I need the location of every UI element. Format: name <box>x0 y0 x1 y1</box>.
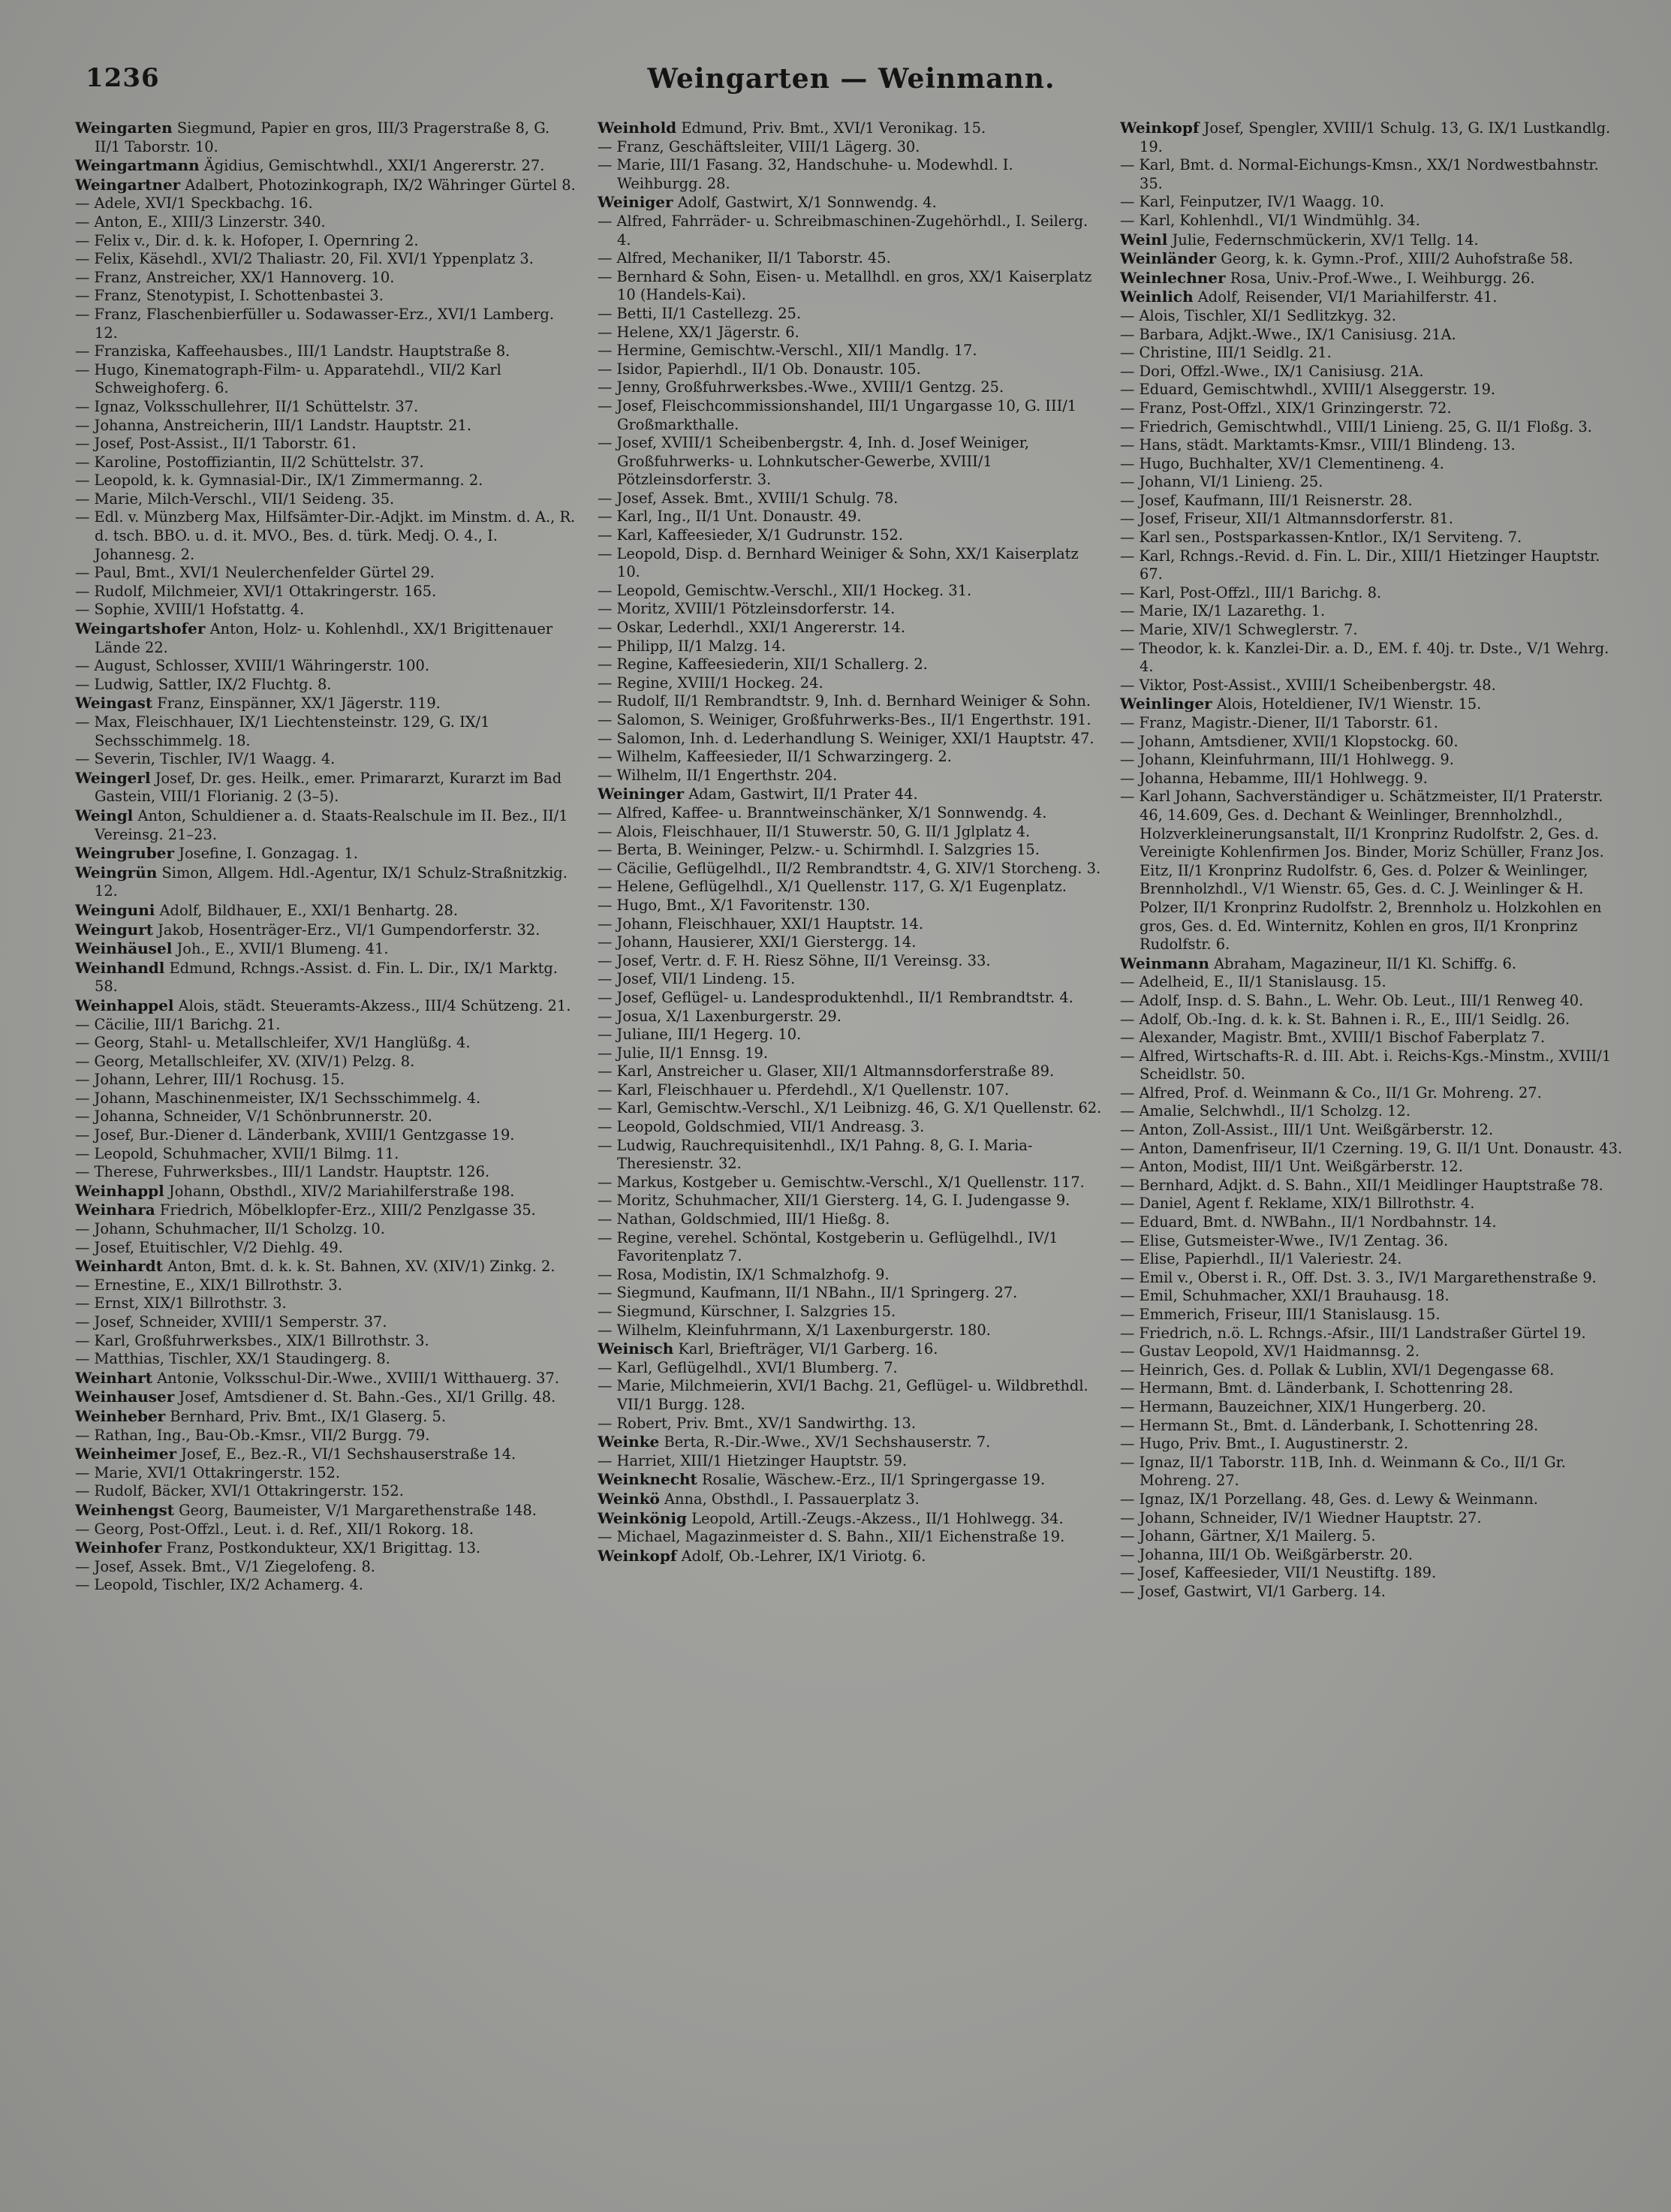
directory-entry: Weinlich Adolf, Reisender, VI/1 Mariahilferstr. 41. <box>1120 288 1498 306</box>
directory-entry: — Karl, Großfuhrwerksbes., XIX/1 Billrothstr. 3. <box>75 1331 429 1349</box>
directory-entry: — Betti, II/1 Castellezg. 25. <box>598 304 802 322</box>
directory-entry: — Hugo, Buchhalter, XV/1 Clementineng. 4. <box>1120 454 1444 472</box>
directory-entry: Weinlinger Alois, Hoteldiener, IV/1 Wienstr. 15. <box>1120 695 1482 713</box>
directory-entry: — Theodor, k. k. Kanzlei-Dir. a. D., EM. f. 40j. tr. Dste., V/1 Wehrg. 4. <box>1120 639 1609 676</box>
directory-entry: — Josef, Assek. Bmt., XVIII/1 Schulg. 78. <box>598 489 899 507</box>
directory-entry: — Bernhard, Adjkt. d. S. Bahn., XII/1 Meidlinger Hauptstraße 78. <box>1120 1176 1603 1194</box>
directory-entry: — Regine, XVIII/1 Hockeg. 24. <box>598 674 823 692</box>
directory-entry: — Josef, Gastwirt, VI/1 Garberg. 14. <box>1120 1582 1386 1600</box>
directory-entry: — Eduard, Gemischtwhdl., XVIII/1 Alseggerstr. 19. <box>1120 381 1496 399</box>
directory-entry: — Karl, Feinputzer, IV/1 Waagg. 10. <box>1120 193 1384 211</box>
directory-entry: — Adelheid, E., II/1 Stanislausg. 15. <box>1120 973 1386 991</box>
directory-entry: — Dori, Offzl.-Wwe., IX/1 Canisiusg. 21A. <box>1120 362 1424 380</box>
directory-entry: — Wilhelm, II/1 Engerthstr. 204. <box>598 766 838 784</box>
directory-entry: — Josef, Post-Assist., II/1 Taborstr. 61. <box>75 435 357 453</box>
directory-entry: — Johanna, Schneider, V/1 Schönbrunnerstr. 20. <box>75 1108 432 1126</box>
directory-entry: — Karoline, Postoffiziantin, II/2 Schüttelstr. 37. <box>75 453 424 471</box>
directory-entry: — Regine, verehel. Schöntal, Kostgeberin u. Geflügelhdl., IV/1 Favoritenplatz 7. <box>598 1228 1058 1265</box>
directory-entry: — Emmerich, Friseur, III/1 Stanislausg. 15. <box>1120 1306 1441 1323</box>
directory-entry: — Franz, Post-Offzl., XIX/1 Grinzingerstr. 72. <box>1120 399 1452 417</box>
directory-entry: — Karl, Bmt. d. Normal-Eichungs-Kmsn., XX/1 Nordwestbahnstr. 35. <box>1120 156 1599 192</box>
directory-entry: — Moritz, XVIII/1 Pötzleinsdorferstr. 14. <box>598 600 896 618</box>
directory-entry: — Heinrich, Ges. d. Pollak & Lublin, XVI/1 Degengasse 68. <box>1120 1361 1555 1379</box>
directory-entry: — Cäcilie, III/1 Barichg. 21. <box>75 1015 281 1033</box>
directory-entry: Weingartshofer Anton, Holz- u. Kohlenhdl., XX/1 Brigittenauer Lände 22. <box>75 619 553 656</box>
directory-entry: — Hermann St., Bmt. d. Länderbank, I. Schottenring 28. <box>1120 1416 1539 1434</box>
directory-entry: — Georg, Stahl- u. Metallschleifer, XV/1 Hanglüßg. 4. <box>75 1034 471 1052</box>
directory-entry: — Karl, Anstreicher u. Glaser, XII/1 Altmannsdorferstraße 89. <box>598 1062 1055 1080</box>
directory-entry: — Josef, Kaufmann, III/1 Reisnerstr. 28. <box>1120 491 1413 509</box>
directory-entry: — Salomon, Inh. d. Lederhandlung S. Weiniger, XXI/1 Hauptstr. 47. <box>598 729 1094 747</box>
directory-entry: — Elise, Papierhdl., II/1 Valeriestr. 24. <box>1120 1250 1402 1268</box>
directory-entry: — Ernst, XIX/1 Billrothstr. 3. <box>75 1294 287 1312</box>
directory-entry: — Friedrich, n.ö. L. Rchngs.-Afsir., III/1 Landstraßer Gürtel 19. <box>1120 1324 1586 1342</box>
column-left <box>75 119 580 1602</box>
directory-entry: — Johann, Schneider, IV/1 Wiedner Hauptstr. 27. <box>1120 1508 1482 1526</box>
directory-entry: — Josef, XVIII/1 Scheibenbergstr. 4, Inh. d. Josef Weiniger, Großfuhrwerks- u. Lohnkutscher-Gewerbe, XVIII/1 Pötzleinsdorferstr. 3. <box>598 434 1030 489</box>
directory-entry: Weinkopf Adolf, Ob.-Lehrer, IX/1 Viriotg. 6. <box>598 1546 926 1565</box>
directory-entry: — Hermine, Gemischtw.-Verschl., XII/1 Mandlg. 17. <box>598 342 977 360</box>
directory-entry: — Salomon, S. Weiniger, Großfuhrwerks-Bes., II/1 Engerthstr. 191. <box>598 711 1091 728</box>
directory-entry: — Ignaz, Volksschullehrer, II/1 Schüttelstr. 37. <box>75 397 419 415</box>
directory-entry: — Anton, Modist, III/1 Unt. Weißgärberstr. 12. <box>1120 1158 1463 1176</box>
directory-entry: — Alfred, Wirtschafts-R. d. III. Abt. i. Reichs-Kgs.-Minstm., XVIII/1 Scheidlstr. 50. <box>1120 1047 1612 1083</box>
directory-entry: — Bernhard & Sohn, Eisen- u. Metallhdl. en gros, XX/1 Kaiserplatz 10 (Handels-Kai). <box>598 267 1092 304</box>
directory-entry: — Hugo, Kinematograph-Film- u. Apparatehdl., VII/2 Karl Schweighoferg. 6. <box>75 360 501 397</box>
directory-entry: — Alfred, Prof. d. Weinmann & Co., II/1 Gr. Mohreng. 27. <box>1120 1083 1542 1101</box>
directory-entry: — Johann, VI/1 Linieng. 25. <box>1120 473 1323 491</box>
directory-entry: — Marie, XVI/1 Ottakringerstr. 152. <box>75 1463 341 1481</box>
directory-entry: Weinheimer Josef, E., Bez.-R., VI/1 Sechshauserstraße 14. <box>75 1445 516 1463</box>
directory-entry: — Paul, Bmt., XVI/1 Neulerchenfelder Gürtel 29. <box>75 564 435 582</box>
directory-entry: — Emil v., Oberst i. R., Off. Dst. 3. 3., IV/1 Margarethenstraße 9. <box>1120 1268 1597 1286</box>
directory-entry: — Marie, XIV/1 Schweglerstr. 7. <box>1120 621 1358 639</box>
directory-entry: — Karl, Ing., II/1 Unt. Donaustr. 49. <box>598 508 862 526</box>
directory-entry: — Max, Fleischhauer, IX/1 Liechtensteinstr. 129, G. IX/1 Sechsschimmelg. 18. <box>75 713 490 749</box>
directory-entry: — Amalie, Selchwhdl., II/1 Scholzg. 12. <box>1120 1102 1411 1120</box>
directory-entry: Weinguni Adolf, Bildhauer, E., XXI/1 Benhartg. 28. <box>75 900 459 919</box>
directory-entry: — Franziska, Kaffeehausbes., III/1 Landstr. Hauptstraße 8. <box>75 342 510 360</box>
directory-entry: Weinhofer Franz, Postkondukteur, XX/1 Brigittag. 13. <box>75 1538 481 1557</box>
directory-entry: — Johann, Lehrer, III/1 Rochusg. 15. <box>75 1071 345 1089</box>
directory-entry: — Josef, Vertr. d. F. H. Riesz Söhne, II/1 Vereinsg. 33. <box>598 951 991 969</box>
directory-entry: — Johanna, III/1 Ob. Weißgärberstr. 20. <box>1120 1545 1413 1563</box>
directory-entry: — Barbara, Adjkt.-Wwe., IX/1 Canisiusg. 21A. <box>1120 325 1456 343</box>
directory-entry: — Leopold, Goldschmied, VII/1 Andreasg. 3. <box>598 1118 925 1136</box>
directory-entry: — Helene, Geflügelhdl., X/1 Quellenstr. 117, G. X/1 Eugenplatz. <box>598 878 1067 896</box>
directory-entry: — Karl, Kohlenhdl., VI/1 Windmühlg. 34. <box>1120 211 1420 229</box>
directory-entry: — Daniel, Agent f. Reklame, XIX/1 Billrothstr. 4. <box>1120 1195 1475 1213</box>
directory-entry: Weinhappel Alois, städt. Steueramts-Akzess., III/4 Schützeng. 21. <box>75 996 571 1014</box>
directory-entry: — Johann, Fleischhauer, XXI/1 Hauptstr. 14. <box>598 915 923 933</box>
directory-entry: — Wilhelm, Kleinfuhrmann, X/1 Laxenburgerstr. 180. <box>598 1321 991 1339</box>
directory-entry: — Siegmund, Kaufmann, II/1 NBahn., II/1 Springerg. 27. <box>598 1284 1018 1302</box>
directory-entry: — Marie, III/1 Fasang. 32, Handschuhe- u. Modewhdl. I. Weihburgg. 28. <box>598 156 1013 192</box>
directory-entry: — Elise, Gutsmeister-Wwe., IV/1 Zentag. 36. <box>1120 1231 1449 1249</box>
directory-entry: — Isidor, Papierhdl., II/1 Ob. Donaustr. 105. <box>598 360 921 378</box>
directory-entry: — Johanna, Anstreicherin, III/1 Landstr. Hauptstr. 21. <box>75 416 471 434</box>
directory-entry: — Franz, Geschäftsleiter, VIII/1 Lägerg. 30. <box>598 137 920 155</box>
directory-entry: — Rudolf, Bäcker, XVI/1 Ottakringerstr. 152. <box>75 1482 404 1500</box>
directory-entry: Weingartner Adalbert, Photozinkograph, IX/2 Währinger Gürtel 8. <box>75 175 576 194</box>
directory-entry: — Hugo, Priv. Bmt., I. Augustinerstr. 2. <box>1120 1435 1409 1453</box>
directory-entry: — Edl. v. Münzberg Max, Hilfsämter-Dir.-Adjkt. im Minstm. d. A., R. d. tsch. BBO. u. d. it. MVO., Bes. d. türk. Medj. O. 4., I. Johannesg. 2. <box>75 508 576 563</box>
directory-entry: — Berta, B. Weininger, Pelzw.- u. Schirmhdl. I. Salzgries 15. <box>598 841 1040 859</box>
directory-entry: — Severin, Tischler, IV/1 Waagg. 4. <box>75 750 336 768</box>
directory-entry: — Karl, Rchngs.-Revid. d. Fin. L. Dir., XIII/1 Hietzinger Hauptstr. 67. <box>1120 547 1600 583</box>
directory-entry: — Michael, Magazinmeister d. S. Bahn., XII/1 Eichenstraße 19. <box>598 1528 1065 1546</box>
directory-entry: Weingarten Siegmund, Papier en gros, III/3 Pragerstraße 8, G. II/1 Taborstr. 10. <box>75 119 550 155</box>
directory-entry: — Leopold, Disp. d. Bernhard Weiniger & Sohn, XX/1 Kaiserplatz 10. <box>598 544 1079 581</box>
directory-entry: — Rathan, Ing., Bau-Ob.-Kmsr., VII/2 Burgg. 79. <box>75 1426 430 1444</box>
directory-entry: — Johann, Amtsdiener, XVII/1 Klopstockg. 60. <box>1120 732 1459 750</box>
directory-entry: — Franz, Flaschenbierfüller u. Sodawasser-Erz., XVI/1 Lamberg. 12. <box>75 305 554 342</box>
directory-entry: — Adele, XVI/1 Speckbachg. 16. <box>75 194 313 212</box>
directory-entry: Weinke Berta, R.-Dir.-Wwe., XV/1 Sechshauserstr. 7. <box>598 1433 991 1451</box>
directory-entry: Weingast Franz, Einspänner, XX/1 Jägerstr. 119. <box>75 694 441 713</box>
directory-entry: — Alois, Tischler, XI/1 Sedlitzkyg. 32. <box>1120 306 1396 324</box>
directory-entry: — Felix v., Dir. d. k. k. Hofoper, I. Opernring 2. <box>75 231 419 249</box>
directory-entry: — Josef, Bur.-Diener d. Länderbank, XVIII/1 Gentzgasse 19. <box>75 1126 515 1144</box>
directory-entry: Weinisch Karl, Briefträger, VI/1 Garberg. 16. <box>598 1340 938 1358</box>
directory-entry: — Ernestine, E., XIX/1 Billrothstr. 3. <box>75 1276 342 1294</box>
directory-entry: — Jenny, Großfuhrwerksbes.-Wwe., XVIII/1 Gentzg. 25. <box>598 378 1004 396</box>
directory-entry: — Karl, Fleischhauer u. Pferdehdl., X/1 Quellenstr. 107. <box>598 1080 1010 1098</box>
directory-entry: Weinkönig Leopold, Artill.-Zeugs.-Akzess., II/1 Hohlwegg. 34. <box>598 1508 1064 1527</box>
directory-entry: — Karl Johann, Sachverständiger u. Schätzmeister, II/1 Praterstr. 46, 14.609, Ges. d. Dechant & Weinlinger, Brennholzhdl., Holzverkleinerungsanstalt, II/1 Kronprinz Rudolfstr. 2, Ges. d. Vereinigte Kohlenfirmen Jos. Binder, Moriz Schüller, Franz Jos. Eitz, II/1 Kronprinz Rudolfstr. 6, Ges. d. Polzer & Weinlinger, Brennholzhdl., V/1 Wienstr. 65, Ges. d. C. J. Weinlinger & H. Polzer, II/1 Kronprinz Rudolfstr. 2, Brennholz u. Holzkohlen en gros, Ges. d. Ed. Winternitz, Kohlen en gros, II/1 Kronprinz Rudolfstr. 6. <box>1120 788 1604 954</box>
directory-entry: Weingl Anton, Schuldiener a. d. Staats-Realschule im II. Bez., II/1 Vereinsg. 21–23. <box>75 806 568 843</box>
directory-entry: — Hugo, Bmt., X/1 Favoritenstr. 130. <box>598 896 871 914</box>
column-middle <box>598 119 1102 1602</box>
directory-entry: — Marie, Milch-Verschl., VII/1 Seideng. 35. <box>75 490 395 508</box>
directory-entry: — Josef, Assek. Bmt., V/1 Ziegelofeng. 8. <box>75 1557 375 1575</box>
directory-entry: Weinländer Georg, k. k. Gymn.-Prof., XIII/2 Auhofstraße 58. <box>1120 249 1573 268</box>
directory-entry: — Karl, Kaffeesieder, X/1 Gudrunstr. 152. <box>598 526 904 544</box>
directory-entry: — Johann, Kleinfuhrmann, III/1 Hohlwegg. 9. <box>1120 751 1454 769</box>
directory-entry: — Marie, Milchmeierin, XVI/1 Bachg. 21, Geflügel- u. Wildbrethdl. VII/1 Burgg. 128. <box>598 1377 1088 1413</box>
directory-entry: — Ludwig, Rauchrequisitenhdl., IX/1 Pahng. 8, G. I. Maria-Theresienstr. 32. <box>598 1136 1033 1173</box>
directory-entry: — Franz, Stenotypist, I. Schottenbastei 3. <box>75 287 384 305</box>
directory-entry: Weingerl Josef, Dr. ges. Heilk., emer. Primararzt, Kurarzt im Bad Gastein, VIII/1 Florianig. 2 (3–5). <box>75 768 562 806</box>
directory-entry: Weinhappl Johann, Obsthdl., XIV/2 Mariahilferstraße 198. <box>75 1181 515 1200</box>
directory-entry: — Ignaz, II/1 Taborstr. 11B, Inh. d. Weinmann & Co., II/1 Gr. Mohreng. 27. <box>1120 1453 1566 1490</box>
directory-entry: — Alfred, Fahrräder- u. Schreibmaschinen-Zugehörhdl., I. Seilerg. 4. <box>598 212 1088 249</box>
directory-entry: — Hans, städt. Marktamts-Kmsr., VIII/1 Blindeng. 13. <box>1120 436 1516 454</box>
directory-entry: — Cäcilie, Geflügelhdl., II/2 Rembrandtstr. 4, G. XIV/1 Storcheng. 3. <box>598 859 1101 877</box>
directory-entry: — Felix, Käsehdl., XVI/2 Thaliastr. 20, Fil. XVI/1 Yppenplatz 3. <box>75 250 534 268</box>
directory-entry: — Adolf, Ob.-Ing. d. k. k. St. Bahnen i. R., E., III/1 Seidlg. 26. <box>1120 1010 1570 1028</box>
directory-entry: — Emil, Schuhmacher, XXI/1 Brauhausg. 18. <box>1120 1287 1450 1305</box>
directory-entry: — Viktor, Post-Assist., XVIII/1 Scheibenbergstr. 48. <box>1120 676 1496 694</box>
directory-entry: — Alfred, Mechaniker, II/1 Taborstr. 45. <box>598 249 891 267</box>
directory-entry: — Josef, Kaffeesieder, VII/1 Neustiftg. 189. <box>1120 1564 1437 1582</box>
directory-entry: — Georg, Post-Offzl., Leut. i. d. Ref., XII/1 Rokorg. 18. <box>75 1520 474 1538</box>
directory-entry: Weinkopf Josef, Spengler, XVIII/1 Schulg. 13, G. IX/1 Lustkandlg. 19. <box>1120 119 1611 155</box>
directory-entry: — Karl, Geflügelhdl., XVI/1 Blumberg. 7. <box>598 1358 898 1376</box>
directory-entry: — Ignaz, IX/1 Porzellang. 48, Ges. d. Lewy & Weinmann. <box>1120 1490 1538 1508</box>
directory-entry: — Alfred, Kaffee- u. Branntweinschänker, X/1 Sonnwendg. 4. <box>598 803 1047 821</box>
directory-entry: Weingruber Josefine, I. Gonzagag. 1. <box>75 844 358 863</box>
directory-entry: Weinhäusel Joh., E., XVII/1 Blumeng. 41. <box>75 939 389 958</box>
column-right <box>1120 119 1624 1602</box>
directory-entry: — Friedrich, Gemischtwhdl., VIII/1 Linieng. 25, G. II/1 Floßg. 3. <box>1120 417 1592 435</box>
directory-entry: Weinknecht Rosalie, Wäschew.-Erz., II/1 Springergasse 19. <box>598 1470 1046 1489</box>
directory-entry: — Rudolf, Milchmeier, XVI/1 Ottakringerstr. 165. <box>75 582 437 600</box>
directory-entry: — Regine, Kaffeesiederin, XII/1 Schallerg. 2. <box>598 655 928 674</box>
directory-entry: Weinhold Edmund, Priv. Bmt., XVI/1 Veronikag. 15. <box>598 119 986 137</box>
directory-entry: — Josef, Fleischcommissionshandel, III/1 Ungargasse 10, G. III/1 Großmarkthalle. <box>598 396 1077 433</box>
directory-entry: — Helene, XX/1 Jägerstr. 6. <box>598 323 799 341</box>
directory-entry: — Josef, Etuitischler, V/2 Diehlg. 49. <box>75 1238 343 1256</box>
directory-entry: Weininger Adam, Gastwirt, II/1 Prater 44. <box>598 785 918 803</box>
directory-entry: — Gustav Leopold, XV/1 Haidmannsg. 2. <box>1120 1343 1420 1361</box>
directory-entry: — Oskar, Lederhdl., XXI/1 Angererstr. 14. <box>598 619 906 637</box>
directory-entry: — Hermann, Bmt. d. Länderbank, I. Schottenring 28. <box>1120 1379 1513 1397</box>
directory-entry: — Josef, Friseur, XII/1 Altmannsdorferstr. 81. <box>1120 510 1453 528</box>
directory-entry: — Philipp, II/1 Malzg. 14. <box>598 637 786 655</box>
directory-entry: — Christine, III/1 Seidlg. 21. <box>1120 344 1332 362</box>
directory-entry: — Alois, Fleischhauer, II/1 Stuwerstr. 50, G. II/1 Jglplatz 4. <box>598 822 1031 840</box>
directory-entry: — Marie, IX/1 Lazarethg. 1. <box>1120 602 1326 620</box>
directory-entry: — Anton, Damenfriseur, II/1 Czerning. 19, G. II/1 Unt. Donaustr. 43. <box>1120 1139 1623 1157</box>
directory-entry: — Johann, Maschinenmeister, IX/1 Sechsschimmelg. 4. <box>75 1089 481 1107</box>
directory-entry: — Ludwig, Sattler, IX/2 Fluchtg. 8. <box>75 675 332 693</box>
directory-entry: — Siegmund, Kürschner, I. Salzgries 15. <box>598 1303 896 1320</box>
directory-entry: — Franz, Magistr.-Diener, II/1 Taborstr. 61. <box>1120 714 1438 731</box>
directory-entry: — Alexander, Magistr. Bmt., XVIII/1 Bischof Faberplatz 7. <box>1120 1029 1546 1047</box>
directory-entry: — Rudolf, II/1 Rembrandtstr. 9, Inh. d. Bernhard Weiniger & Sohn. <box>598 692 1091 710</box>
directory-entry: — Matthias, Tischler, XX/1 Staudingerg. 8. <box>75 1350 390 1368</box>
directory-entry: — Karl sen., Postsparkassen-Kntlor., IX/1 Serviteng. 7. <box>1120 529 1522 547</box>
directory-entry: — Anton, Zoll-Assist., III/1 Unt. Weißgärberstr. 12. <box>1120 1121 1494 1139</box>
directory-entry: — Johanna, Hebamme, III/1 Hohlwegg. 9. <box>1120 769 1428 787</box>
directory-entry: Weingurt Jakob, Hosenträger-Erz., VI/1 Gumpendorferstr. 32. <box>75 920 540 939</box>
directory-entry: — Nathan, Goldschmied, III/1 Hießg. 8. <box>598 1210 890 1228</box>
directory-entry: — Rosa, Modistin, IX/1 Schmalzhofg. 9. <box>598 1265 890 1283</box>
directory-entry: Weinhart Antonie, Volksschul-Dir.-Wwe., XVIII/1 Witthauerg. 37. <box>75 1368 560 1387</box>
directory-entry: — Josef, Schneider, XVIII/1 Semperstr. 37. <box>75 1313 387 1331</box>
directory-entry: — Georg, Metallschleifer, XV. (XIV/1) Pelzg. 8. <box>75 1052 415 1070</box>
directory-entry: — Robert, Priv. Bmt., XV/1 Sandwirthg. 13. <box>598 1414 917 1432</box>
directory-entry: — Josua, X/1 Laxenburgerstr. 29. <box>598 1007 842 1025</box>
directory-entry: Weinl Julie, Federnschmückerin, XV/1 Tellg. 14. <box>1120 230 1479 249</box>
directory-entry: Weinhengst Georg, Baumeister, V/1 Margarethenstraße 148. <box>75 1500 537 1519</box>
directory-entry: Weingrün Simon, Allgem. Hdl.-Agentur, IX/1 Schulz-Straßnitzkig. 12. <box>75 863 568 900</box>
directory-entry: Weinlechner Rosa, Univ.-Prof.-Wwe., I. Weihburgg. 26. <box>1120 268 1535 287</box>
directory-entry: — Johann, Schuhmacher, II/1 Scholzg. 10. <box>75 1220 385 1238</box>
directory-entry: — Josef, Geflügel- u. Landesproduktenhdl., II/1 Rembrandtstr. 4. <box>598 988 1073 1006</box>
directory-entry: — Moritz, Schuhmacher, XII/1 Giersterg. 14, G. I. Judengasse 9. <box>598 1192 1070 1210</box>
directory-entry: — August, Schlosser, XVIII/1 Währingerstr. 100. <box>75 657 429 675</box>
directory-entry: — Wilhelm, Kaffeesieder, II/1 Schwarzingerg. 2. <box>598 748 952 766</box>
directory-entry: — Leopold, Schuhmacher, XVII/1 Bilmg. 11. <box>75 1144 399 1162</box>
directory-entry: Weingartmann Ägidius, Gemischtwhdl., XXI/1 Angererstr. 27. <box>75 156 545 175</box>
directory-entry: — Eduard, Bmt. d. NWBahn., II/1 Nordbahnstr. 14. <box>1120 1213 1497 1231</box>
directory-entry: Weinhandl Edmund, Rchngs.-Assist. d. Fin. L. Dir., IX/1 Marktg. 58. <box>75 958 558 996</box>
directory-entry: — Leopold, Tischler, IX/2 Achamerg. 4. <box>75 1576 363 1594</box>
directory-entry: — Markus, Kostgeber u. Gemischtw.-Verschl., X/1 Quellenstr. 117. <box>598 1173 1085 1191</box>
directory-entry: — Adolf, Insp. d. S. Bahn., L. Wehr. Ob. Leut., III/1 Renweg 40. <box>1120 991 1584 1009</box>
directory-entry: — Johann, Hausierer, XXI/1 Gierstergg. 14. <box>598 933 917 951</box>
directory-entry: Weinkö Anna, Obsthdl., I. Passauerplatz 3. <box>598 1489 920 1508</box>
directory-entry: Weinhara Friedrich, Möbelklopfer-Erz., XIII/2 Penzlgasse 35. <box>75 1201 536 1219</box>
directory-entry: — Karl, Post-Offzl., III/1 Barichg. 8. <box>1120 583 1382 601</box>
directory-entry: — Leopold, Gemischtw.-Verschl., XII/1 Hockeg. 31. <box>598 581 972 599</box>
page-header <box>75 63 1627 96</box>
directory-entry: — Hermann, Bauzeichner, XIX/1 Hungerberg. 20. <box>1120 1397 1486 1415</box>
directory-entry: Weiniger Adolf, Gastwirt, X/1 Sonnwendg. 4. <box>598 193 937 212</box>
directory-entry: Weinhauser Josef, Amtsdiener d. St. Bahn.-Ges., XI/1 Grillg. 48. <box>75 1388 556 1406</box>
page-number: 1236 <box>86 63 160 93</box>
directory-columns <box>75 119 1627 1602</box>
directory-entry: Weinheber Bernhard, Priv. Bmt., IX/1 Glaserg. 5. <box>75 1406 447 1425</box>
directory-entry: — Sophie, XVIII/1 Hofstattg. 4. <box>75 601 305 619</box>
directory-entry: — Leopold, k. k. Gymnasial-Dir., IX/1 Zimmermanng. 2. <box>75 472 483 490</box>
directory-entry: Weinmann Abraham, Magazineur, II/1 Kl. Schiffg. 6. <box>1120 954 1517 972</box>
directory-entry: — Josef, VII/1 Lindeng. 15. <box>598 970 796 988</box>
directory-entry: — Harriet, XIII/1 Hietzinger Hauptstr. 59. <box>598 1451 907 1469</box>
directory-entry: — Anton, E., XIII/3 Linzerstr. 340. <box>75 212 326 231</box>
directory-entry: — Johann, Gärtner, X/1 Mailerg. 5. <box>1120 1527 1376 1545</box>
directory-entry: — Karl, Gemischtw.-Verschl., X/1 Leibnizg. 46, G. X/1 Quellenstr. 62. <box>598 1099 1102 1117</box>
running-title: Weingarten — Weinmann. <box>647 63 1055 95</box>
directory-entry: — Franz, Anstreicher, XX/1 Hannoverg. 10. <box>75 268 395 286</box>
directory-entry: — Therese, Fuhrwerksbes., III/1 Landstr. Hauptstr. 126. <box>75 1163 490 1181</box>
directory-entry: Weinhardt Anton, Bmt. d. k. k. St. Bahnen, XV. (XIV/1) Zinkg. 2. <box>75 1257 555 1276</box>
directory-entry: — Julie, II/1 Ennsg. 19. <box>598 1044 769 1062</box>
directory-entry: — Juliane, III/1 Hegerg. 10. <box>598 1026 802 1044</box>
